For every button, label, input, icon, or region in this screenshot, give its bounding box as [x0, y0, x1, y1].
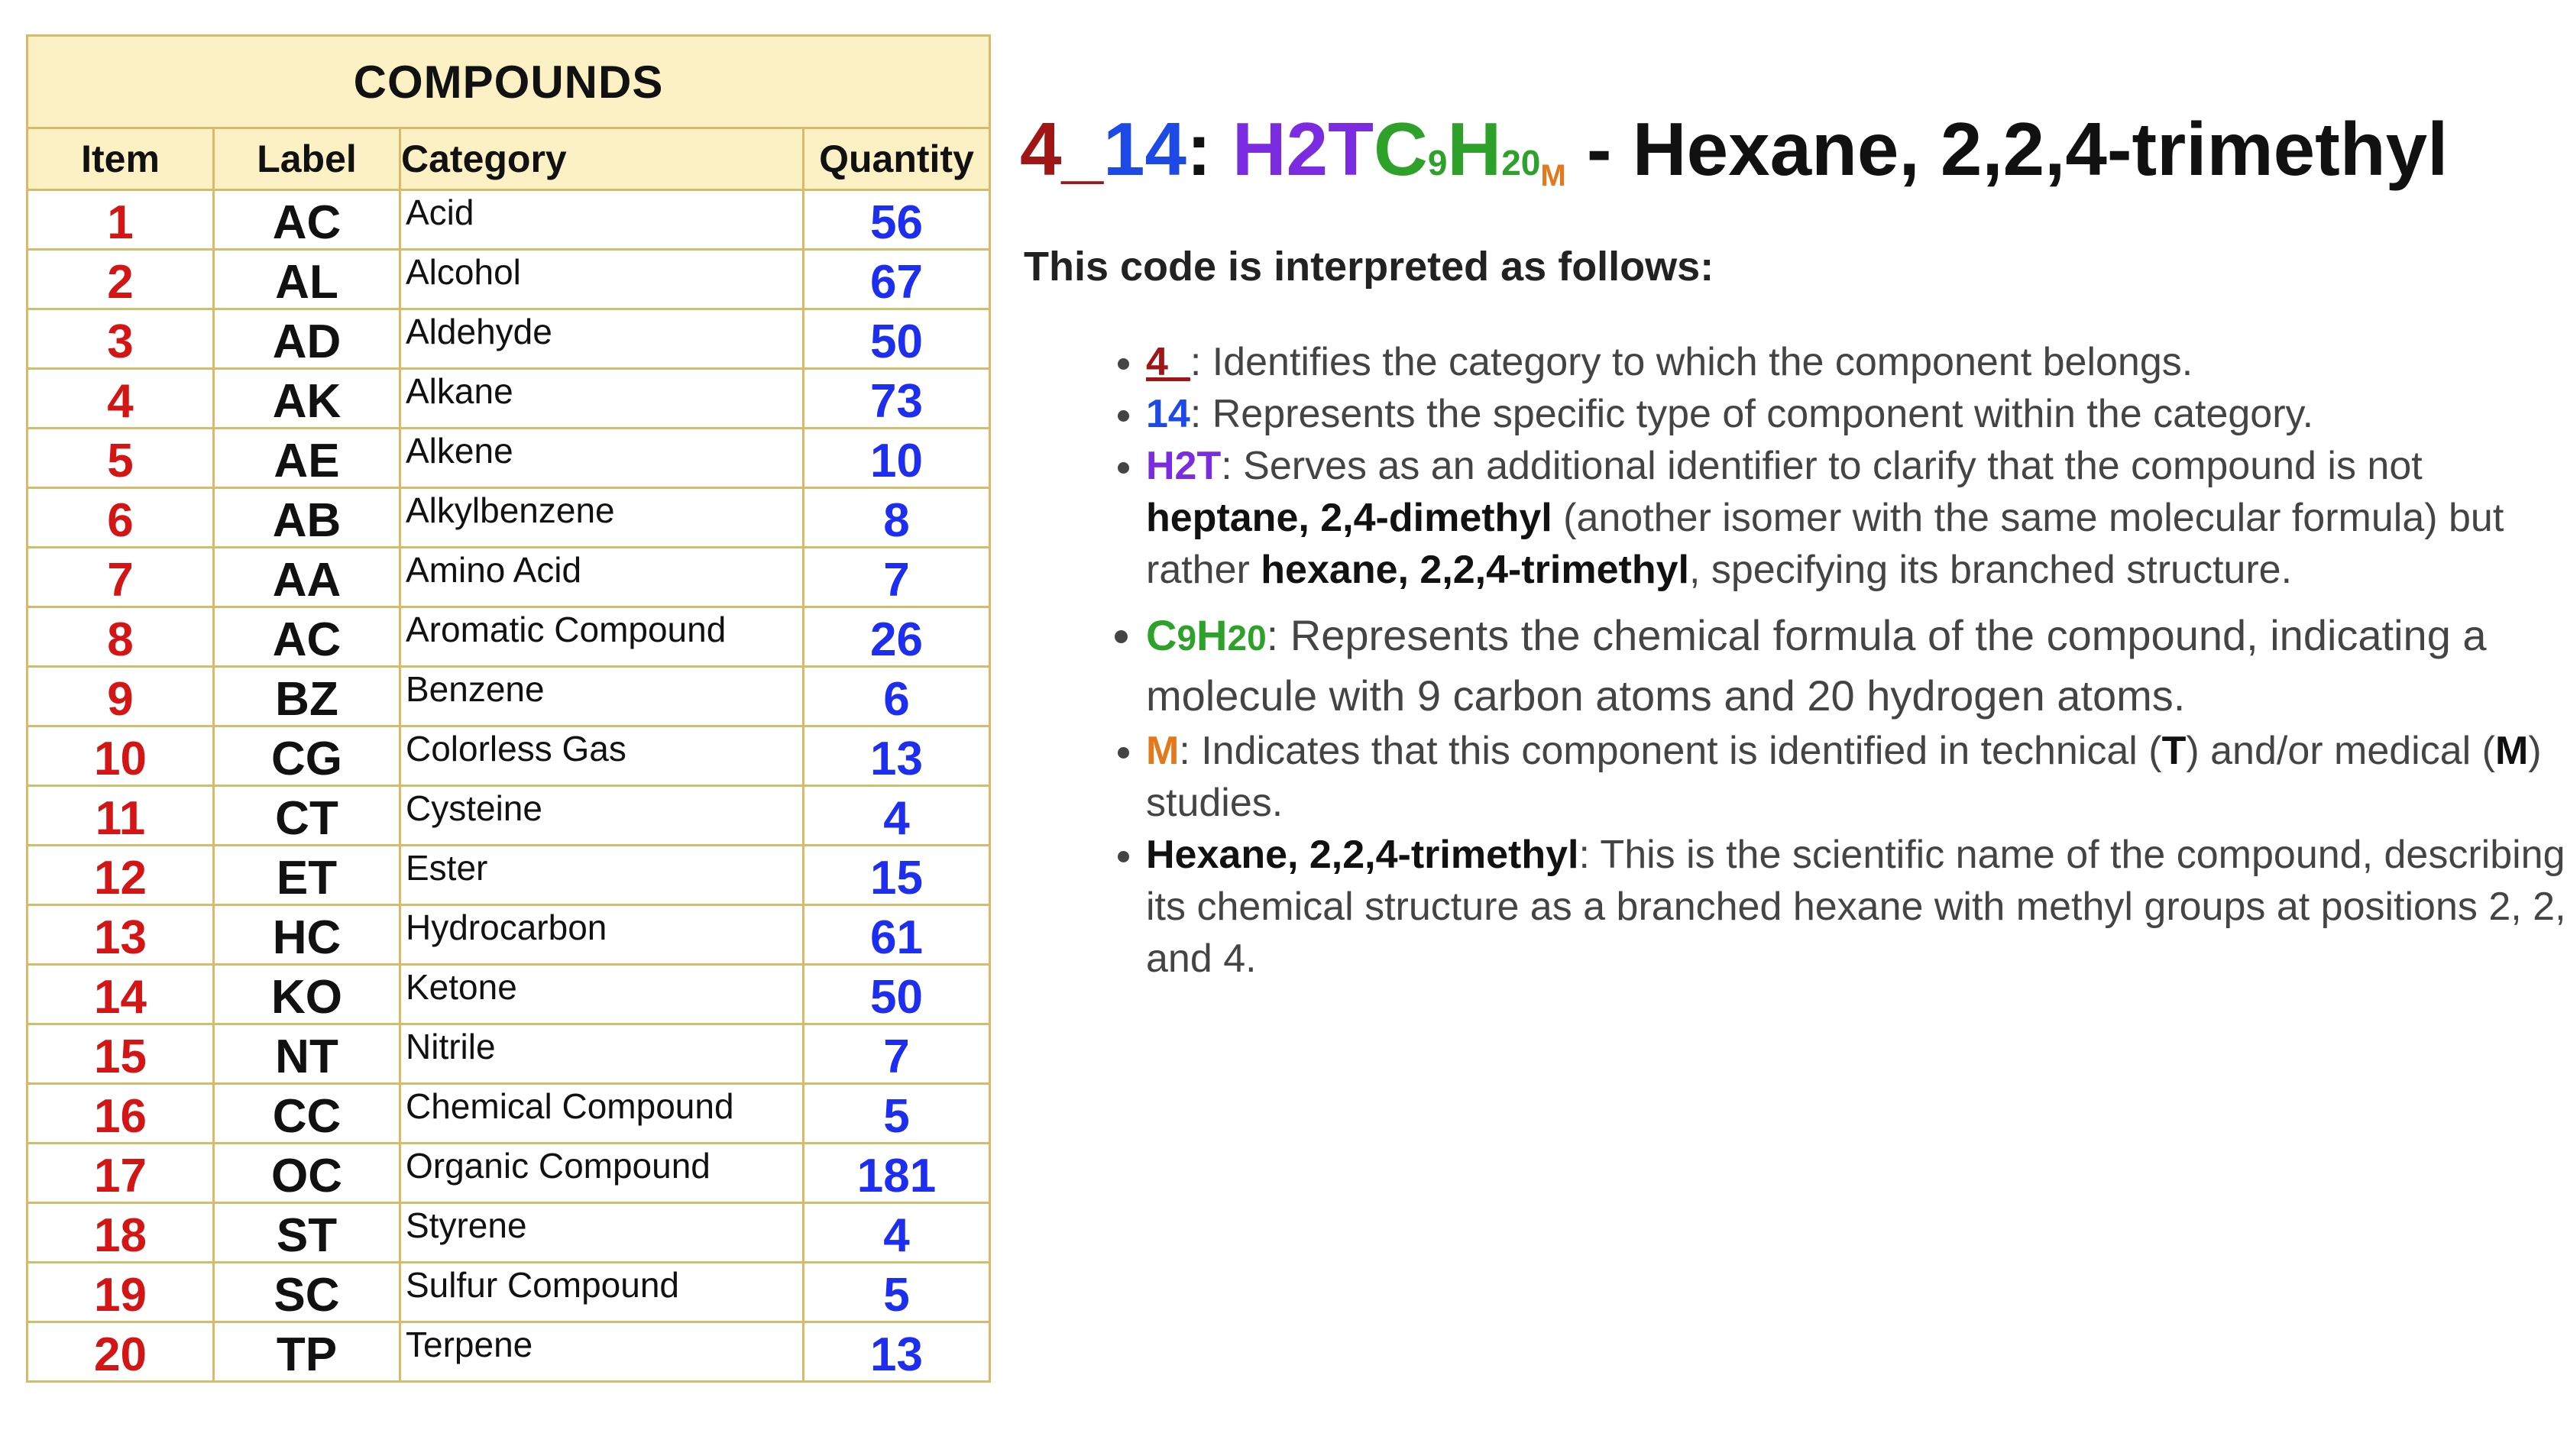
compounds-table	[26, 34, 991, 1383]
row-category-cell: Alkane	[400, 369, 804, 429]
heading-formula-h: H	[1447, 107, 1502, 191]
row-category-cell: Acid	[400, 190, 804, 250]
row-quantity-cell: 5	[804, 1084, 990, 1144]
heading-category-code: 4_	[1020, 107, 1104, 191]
note-study-text-1: : Indicates that this component is identified in technical (	[1179, 729, 2162, 773]
note-name-text: : This is the scientific name of the compound, describing its chemical structure as a branched hexane with methyl groups at positions 2, 2, and 4.	[1146, 833, 2566, 981]
table-title: COMPOUNDS	[28, 36, 990, 128]
note-identifier	[1146, 440, 2567, 596]
row-label-cell: AC	[214, 190, 400, 250]
table-row[interactable]	[28, 548, 990, 607]
note-formula-key	[1146, 611, 1267, 659]
table-row[interactable]	[28, 190, 990, 250]
row-item-cell: 19	[28, 1263, 214, 1322]
interpretation-intro: This code is interpreted as follows:	[1024, 244, 1714, 290]
note-name-key: Hexane, 2,2,4-trimethyl	[1146, 833, 1579, 877]
row-category-cell: Terpene	[400, 1322, 804, 1382]
table-title-row	[28, 36, 990, 128]
row-label-cell: OC	[214, 1144, 400, 1203]
table-row[interactable]	[28, 1144, 990, 1203]
row-label-cell: AD	[214, 309, 400, 369]
row-quantity-cell: 56	[804, 190, 990, 250]
column-header-quantity[interactable]: Quantity	[804, 128, 990, 190]
heading-compound-name: - Hexane, 2,2,4-trimethyl	[1565, 107, 2449, 191]
table-row[interactable]	[28, 1263, 990, 1322]
row-category-cell: Nitrile	[400, 1024, 804, 1084]
row-quantity-cell: 6	[804, 667, 990, 726]
row-item-cell: 7	[28, 548, 214, 607]
heading-formula-c: C	[1374, 107, 1428, 191]
row-quantity-cell: 8	[804, 488, 990, 548]
row-label-cell: NT	[214, 1024, 400, 1084]
row-label-cell: SC	[214, 1263, 400, 1322]
row-quantity-cell: 67	[804, 250, 990, 309]
row-quantity-cell: 15	[804, 846, 990, 905]
row-item-cell: 6	[28, 488, 214, 548]
row-category-cell: Aldehyde	[400, 309, 804, 369]
row-item-cell: 9	[28, 667, 214, 726]
row-quantity-cell: 10	[804, 429, 990, 488]
table-body	[28, 190, 990, 1382]
table-row[interactable]	[28, 1084, 990, 1144]
note-formula	[1146, 607, 2567, 725]
row-label-cell: CC	[214, 1084, 400, 1144]
row-category-cell: Chemical Compound	[400, 1084, 804, 1144]
row-category-cell: Alcohol	[400, 250, 804, 309]
row-quantity-cell: 13	[804, 726, 990, 786]
compound-code-heading	[1020, 107, 2448, 207]
row-item-cell: 18	[28, 1203, 214, 1263]
row-category-cell: Alkylbenzene	[400, 488, 804, 548]
heading-identifier-code: H2T	[1232, 107, 1374, 191]
note-category-key: 4_	[1146, 340, 1190, 384]
table-row[interactable]	[28, 667, 990, 726]
row-category-cell: Aromatic Compound	[400, 607, 804, 667]
note-identifier-text-3: , specifying its branched structure.	[1688, 548, 2293, 592]
row-category-cell: Benzene	[400, 667, 804, 726]
row-label-cell: AL	[214, 250, 400, 309]
row-label-cell: AA	[214, 548, 400, 607]
row-quantity-cell: 4	[804, 1203, 990, 1263]
row-quantity-cell: 61	[804, 905, 990, 965]
heading-study-code: M	[1540, 159, 1566, 193]
row-item-cell: 4	[28, 369, 214, 429]
row-item-cell: 11	[28, 786, 214, 846]
note-formula-text: : Represents the chemical formula of the compound, indicating a molecule with 9 carbon atoms and 20 hydrogen atoms.	[1146, 611, 2487, 720]
row-quantity-cell: 181	[804, 1144, 990, 1203]
note-formula-c-count: 9	[1177, 618, 1197, 658]
row-category-cell: Colorless Gas	[400, 726, 804, 786]
note-study	[1146, 725, 2567, 829]
row-item-cell: 3	[28, 309, 214, 369]
note-identifier-bold-1: heptane, 2,4-dimethyl	[1146, 496, 1552, 540]
note-formula-h-count: 20	[1227, 618, 1267, 658]
row-quantity-cell: 50	[804, 309, 990, 369]
row-label-cell: BZ	[214, 667, 400, 726]
heading-type-code: 14	[1103, 107, 1187, 191]
row-category-cell: Ketone	[400, 965, 804, 1024]
table-row[interactable]	[28, 488, 990, 548]
note-identifier-bold-2: hexane, 2,2,4-trimethyl	[1261, 548, 1689, 592]
row-quantity-cell: 50	[804, 965, 990, 1024]
row-label-cell: AB	[214, 488, 400, 548]
row-label-cell: AK	[214, 369, 400, 429]
row-category-cell: Amino Acid	[400, 548, 804, 607]
table-header-row	[28, 128, 990, 190]
row-quantity-cell: 13	[804, 1322, 990, 1382]
table-row[interactable]	[28, 846, 990, 905]
table-row[interactable]	[28, 1322, 990, 1382]
row-item-cell: 20	[28, 1322, 214, 1382]
heading-colon: :	[1186, 107, 1212, 191]
row-item-cell: 10	[28, 726, 214, 786]
row-quantity-cell: 73	[804, 369, 990, 429]
row-label-cell: ST	[214, 1203, 400, 1263]
table-row[interactable]	[28, 965, 990, 1024]
row-item-cell: 2	[28, 250, 214, 309]
note-formula-c: C	[1146, 611, 1177, 659]
note-category	[1146, 336, 2567, 388]
table-row[interactable]	[28, 1024, 990, 1084]
heading-formula-c-count: 9	[1427, 143, 1448, 183]
table-row[interactable]	[28, 309, 990, 369]
table-row[interactable]	[28, 726, 990, 786]
note-formula-h: H	[1196, 611, 1228, 659]
note-identifier-text-1: : Serves as an additional identifier to clarify that the compound is not	[1221, 444, 2423, 488]
row-item-cell: 8	[28, 607, 214, 667]
row-item-cell: 1	[28, 190, 214, 250]
row-category-cell: Ester	[400, 846, 804, 905]
table-row[interactable]	[28, 786, 990, 846]
column-header-category[interactable]: Category	[400, 128, 804, 190]
row-label-cell: HC	[214, 905, 400, 965]
row-quantity-cell: 5	[804, 1263, 990, 1322]
row-category-cell: Organic Compound	[400, 1144, 804, 1203]
row-label-cell: ET	[214, 846, 400, 905]
row-category-cell: Hydrocarbon	[400, 905, 804, 965]
row-item-cell: 15	[28, 1024, 214, 1084]
table-row[interactable]	[28, 607, 990, 667]
row-label-cell: CG	[214, 726, 400, 786]
column-header-item[interactable]: Item	[28, 128, 214, 190]
row-quantity-cell: 7	[804, 548, 990, 607]
note-identifier-text-2: (another isomer with the same molecular formula) but rather	[1146, 496, 2504, 592]
row-item-cell: 13	[28, 905, 214, 965]
row-item-cell: 17	[28, 1144, 214, 1203]
note-type	[1146, 388, 2567, 440]
row-item-cell: 14	[28, 965, 214, 1024]
note-name	[1146, 829, 2567, 985]
note-category-text: : Identifies the category to which the component belongs.	[1190, 340, 2193, 384]
row-item-cell: 16	[28, 1084, 214, 1144]
table-row[interactable]	[28, 1203, 990, 1263]
row-category-cell: Cysteine	[400, 786, 804, 846]
table-row[interactable]	[28, 250, 990, 309]
row-label-cell: KO	[214, 965, 400, 1024]
row-quantity-cell: 4	[804, 786, 990, 846]
row-label-cell: AE	[214, 429, 400, 488]
row-quantity-cell: 26	[804, 607, 990, 667]
table-row[interactable]	[28, 369, 990, 429]
interpretation-list	[1100, 336, 2567, 985]
heading-formula	[1374, 107, 1540, 191]
row-quantity-cell: 7	[804, 1024, 990, 1084]
note-study-bold-m: M	[2494, 729, 2529, 773]
note-study-bold-t: T	[2161, 729, 2187, 773]
row-label-cell: TP	[214, 1322, 400, 1382]
table-row[interactable]	[28, 905, 990, 965]
row-category-cell: Styrene	[400, 1203, 804, 1263]
note-study-text-2: ) and/or medical (	[2186, 729, 2495, 773]
row-label-cell: AC	[214, 607, 400, 667]
row-item-cell: 5	[28, 429, 214, 488]
note-type-text: : Represents the specific type of component within the category.	[1190, 392, 2314, 436]
column-header-label[interactable]: Label	[214, 128, 400, 190]
row-category-cell: Sulfur Compound	[400, 1263, 804, 1322]
note-study-text-3: ) studies.	[1146, 729, 2542, 825]
heading-formula-h-count: 20	[1501, 143, 1541, 183]
note-identifier-key: H2T	[1146, 444, 1222, 488]
note-type-key: 14	[1146, 392, 1190, 436]
table-row[interactable]	[28, 429, 990, 488]
row-category-cell: Alkene	[400, 429, 804, 488]
row-item-cell: 12	[28, 846, 214, 905]
note-study-key: M	[1146, 729, 1180, 773]
row-label-cell: CT	[214, 786, 400, 846]
